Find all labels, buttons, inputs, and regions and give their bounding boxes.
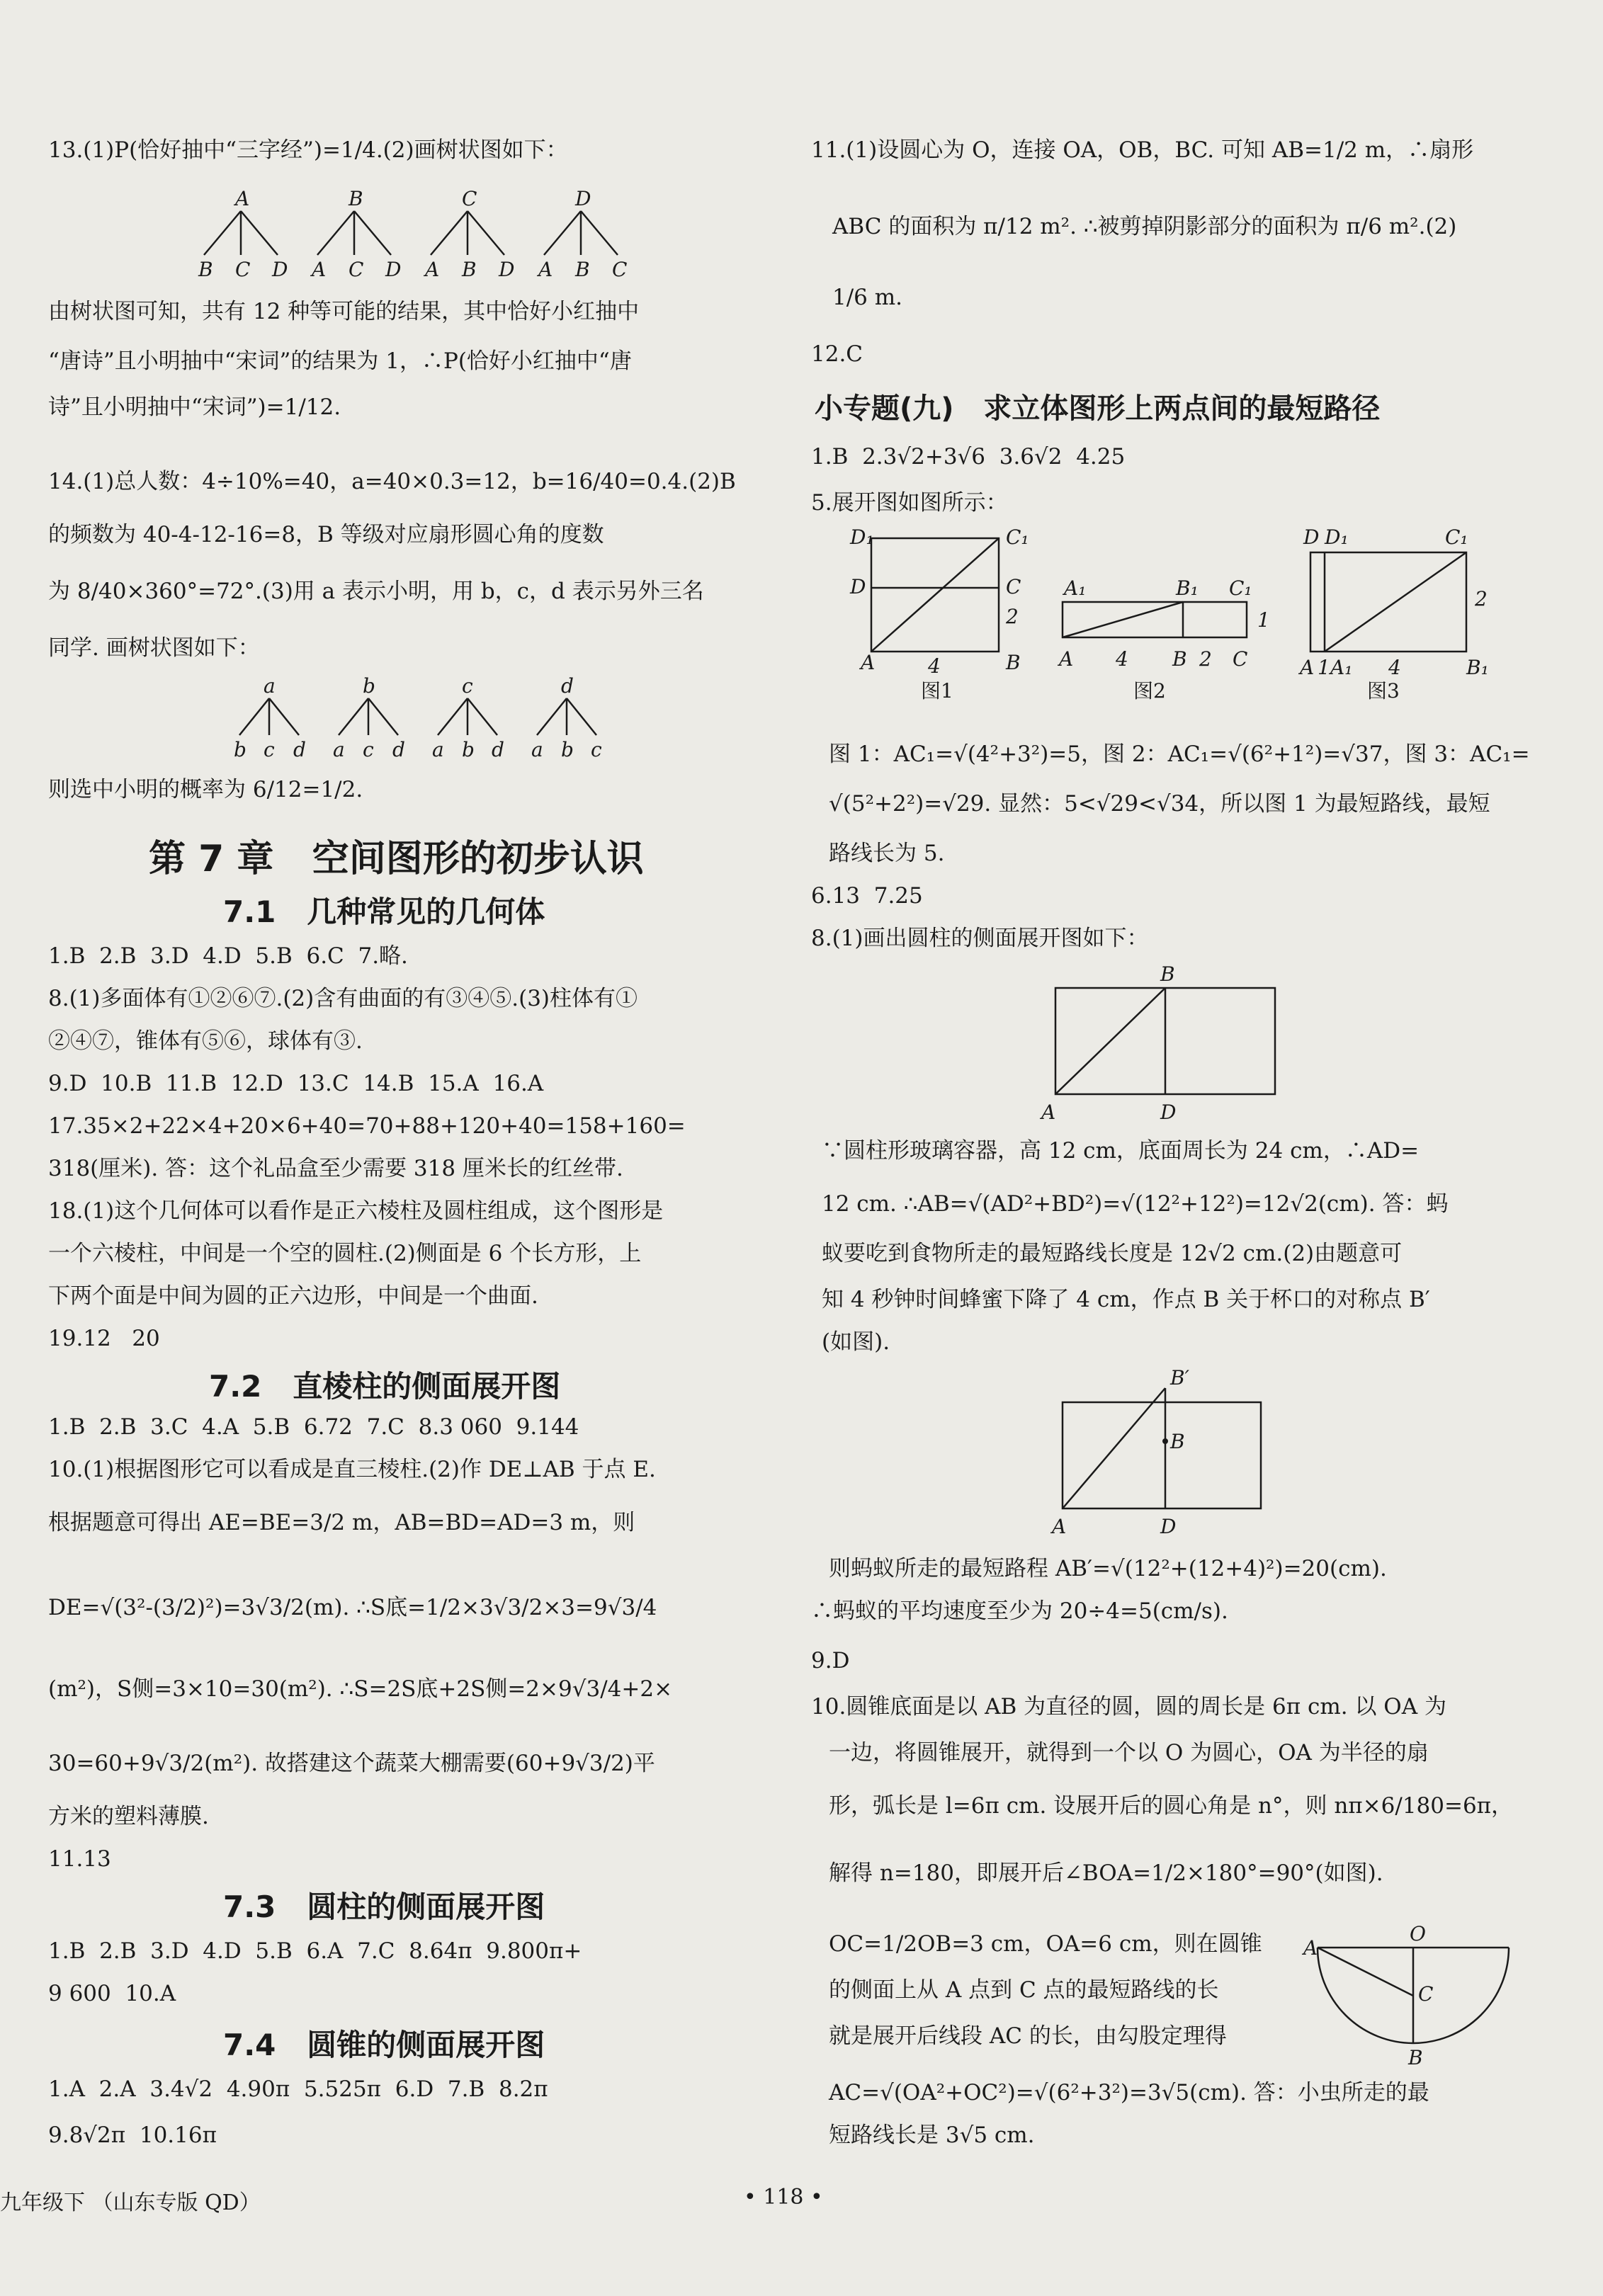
answer-13-part4: 诗”且小明抽中“宋词”)=1/12. — [48, 394, 341, 420]
tree-diagram-14 — [227, 674, 623, 771]
tree-branch — [431, 211, 468, 255]
answer-13-part1: 13.(1)P(恰好抽中“三字经”)=1/4.(2)画树状图如下： — [48, 137, 568, 163]
tree-parent-node: C — [462, 187, 477, 210]
tree-child-node: C — [612, 258, 628, 281]
label-c1: C₁ — [1006, 525, 1029, 549]
page-number: • 118 • — [744, 2185, 823, 2210]
label-d: D — [1160, 1515, 1177, 1538]
tree-branch — [468, 211, 504, 255]
special-10-line6: 的侧面上从 A 点到 C 点的最短路线的长 — [829, 1977, 1219, 2003]
tree-parent-node: a — [264, 674, 276, 698]
s71-line1: 1.B 2.B 3.D 4.D 5.B 6.C 7.略. — [48, 943, 408, 969]
label-d1: D₁ — [1325, 525, 1349, 549]
tree-child-node: D — [272, 258, 288, 281]
s71-line3: ②④⑦，锥体有⑤⑥，球体有③. — [48, 1028, 363, 1054]
unfold-figure-1 — [836, 524, 1048, 703]
s72-line2: 10.(1)根据图形它可以看成是直三棱柱.(2)作 DE⊥AB 于点 E. — [48, 1457, 656, 1482]
label-a: A — [1300, 656, 1315, 679]
special-8-line4: 蚁要吃到食物所走的最短路线长度是 12√2 cm.(2)由题意可 — [822, 1241, 1403, 1266]
label-1: 1 — [1318, 656, 1330, 679]
answer-11-part1: 11.(1)设圆心为 O，连接 OA，OB，BC. 可知 AB=1/2 m，∴扇形 — [811, 137, 1474, 163]
tree-parent-node: D — [575, 187, 591, 210]
special-line5: 5.展开图如图所示： — [811, 490, 1008, 516]
tree-branch — [468, 698, 497, 735]
tree-diagram-13 — [198, 187, 652, 290]
special-10-line9: 短路线长是 3√5 cm. — [829, 2122, 1035, 2148]
s71-line10: 19.12 20 — [48, 1326, 160, 1351]
label-2: 2 — [1475, 587, 1488, 610]
answer-11-part2: ABC 的面积为 π/12 m². ∴被剪掉阴影部分的面积为 π/6 m².(2) — [832, 214, 1457, 239]
cone-unfold-figure — [1296, 1919, 1523, 2068]
tree-child-node: c — [591, 738, 602, 761]
s72-line5: (m²)，S侧=3×10=30(m²). ∴S=2S底+2S侧=2×9√3/4+2× — [48, 1676, 673, 1702]
tree-child-node: D — [499, 258, 515, 281]
label-a: A — [1041, 1101, 1056, 1124]
chapter-title: 第 7 章 空间图形的初步认识 — [149, 838, 644, 880]
special-line6: 6.13 7.25 — [811, 883, 923, 909]
tree-child-node: C — [235, 258, 251, 281]
tree-child-node: c — [363, 738, 374, 761]
label-b-prime: B′ — [1170, 1366, 1189, 1389]
tree-child-node: d — [293, 738, 306, 761]
tree-branch — [204, 211, 241, 255]
special-5-line3: 路线长为 5. — [829, 841, 945, 866]
s73-line1: 1.B 2.B 3.D 4.D 5.B 6.A 7.C 8.64π 9.800π+ — [48, 1938, 582, 1964]
s71-line5: 17.35×2+22×4+20×6+40=70+88+120+40=158+160= — [48, 1113, 686, 1139]
cylinder-reflection-figure — [1048, 1360, 1289, 1537]
tree-child-node: A — [538, 258, 553, 281]
label-c: C — [1006, 575, 1021, 598]
s74-line1: 1.A 2.A 3.4√2 4.90π 5.525π 6.D 7.B 8.2π — [48, 2076, 548, 2102]
s72-line6: 30=60+9√3/2(m²). 故搭建这个蔬菜大棚需要(60+9√3/2)平 — [48, 1751, 655, 1776]
section-7-4-title: 7.4 圆锥的侧面展开图 — [223, 2028, 545, 2062]
tree-parent-node: A — [235, 187, 250, 210]
label-a: A — [1303, 1936, 1318, 1960]
label-a: A — [1052, 1515, 1067, 1538]
s72-line8: 11.13 — [48, 1846, 111, 1872]
label-4: 4 — [928, 654, 941, 678]
label-b1: B₁ — [1466, 656, 1489, 679]
figure-2-caption: 图2 — [1133, 679, 1166, 703]
label-b: B — [1408, 2046, 1423, 2069]
label-d: D — [850, 575, 866, 598]
label-d: D — [1303, 525, 1320, 549]
s73-line2: 9 600 10.A — [48, 1981, 176, 2006]
unfold-figure-2 — [1055, 559, 1270, 703]
tree-child-node: c — [264, 738, 275, 761]
s72-line1: 1.B 2.B 3.C 4.A 5.B 6.72 7.C 8.3 060 9.144 — [48, 1414, 579, 1440]
tree-branch — [269, 698, 299, 735]
label-b: B — [1006, 651, 1021, 674]
answer-14-part2: 的频数为 40-4-12-16=8，B 等级对应扇形圆心角的度数 — [48, 522, 604, 547]
tree-child-node: B — [462, 258, 477, 281]
answer-13-part2: 由树状图可知，共有 12 种等可能的结果，其中恰好小红抽中 — [48, 299, 640, 324]
s71-line4: 9.D 10.B 11.B 12.D 13.C 14.B 15.A 16.A — [48, 1071, 544, 1096]
answer-12: 12.C — [811, 341, 863, 367]
s72-line3: 根据题意可得出 AE=BE=3/2 m，AB=BD=AD=3 m，则 — [48, 1510, 635, 1535]
tree-child-node: B — [198, 258, 213, 281]
footer-book-info: 九年级下 （山东专版 QD） — [0, 2190, 261, 2215]
special-10-line1: 10.圆锥底面是以 AB 为直径的圆，圆的周长是 6π cm. 以 OA 为 — [811, 1694, 1446, 1720]
tree-branch — [368, 698, 398, 735]
s71-line6: 318(厘米). 答：这个礼品盒至少需要 318 厘米长的红丝带. — [48, 1156, 623, 1181]
tree-branch — [239, 698, 269, 735]
tree-parent-node: B — [349, 187, 363, 210]
special-line9: 9.D — [811, 1648, 850, 1673]
label-c1: C₁ — [1445, 525, 1468, 549]
tree-branch — [567, 698, 596, 735]
label-a1: A₁ — [1330, 656, 1353, 679]
special-8-line3: 12 cm. ∴AB=√(AD²+BD²)=√(12²+12²)=12√2(cm). 答：蚂 — [822, 1191, 1449, 1217]
special-10-line2: 一边，将圆锥展开，就得到一个以 O 为圆心，OA 为半径的扇 — [829, 1740, 1429, 1766]
cylinder-unfold-figure — [1041, 960, 1296, 1123]
section-7-2-title: 7.2 直棱柱的侧面展开图 — [209, 1369, 561, 1404]
tree-parent-node: c — [462, 674, 473, 698]
unfold-figure-3 — [1289, 524, 1502, 703]
tree-child-node: D — [385, 258, 402, 281]
tree-branch — [544, 211, 581, 255]
special-5-line2: √(5²+2²)=√29. 显然：5<√29<√34，所以图 1 为最短路线，最短 — [829, 791, 1490, 817]
special-10-line3: 形，弧长是 l=6π cm. 设展开后的圆心角是 n°，则 nπ×6/180=6π， — [829, 1793, 1514, 1819]
tree-child-node: A — [425, 258, 440, 281]
tree-child-node: a — [531, 738, 543, 761]
label-o: O — [1410, 1922, 1426, 1945]
answer-14-part3: 为 8/40×360°=72°.(3)用 a 表示小明，用 b，c，d 表示另外三名 — [48, 579, 704, 604]
label-b: B — [1170, 1430, 1185, 1453]
special-8-line1: 8.(1)画出圆柱的侧面展开图如下： — [811, 926, 1149, 951]
label-2: 2 — [1006, 605, 1019, 628]
answer-14-part4: 同学. 画树状图如下： — [48, 635, 260, 661]
tree-child-node: B — [575, 258, 590, 281]
tree-child-node: b — [561, 738, 574, 761]
special-10-line7: 就是展开后线段 AC 的长，由勾股定理得 — [829, 2023, 1227, 2049]
label-4: 4 — [1388, 656, 1401, 679]
label-d: D — [1160, 1101, 1177, 1124]
tree-branch — [581, 211, 618, 255]
special-8-line6: (如图). — [822, 1329, 890, 1355]
tree-parent-node: b — [363, 674, 375, 698]
special-10-line5: OC=1/2OB=3 cm，OA=6 cm，则在圆锥 — [829, 1931, 1262, 1957]
figure-3-caption: 图3 — [1367, 679, 1400, 703]
s71-line7: 18.(1)这个几何体可以看作是正六棱柱及圆柱组成，这个图形是 — [48, 1198, 664, 1224]
figure-1-caption: 图1 — [921, 679, 953, 703]
label-4: 4 — [1116, 647, 1128, 671]
tree-child-node: d — [392, 738, 405, 761]
special-5-line1: 图 1：AC₁=√(4²+3²)=5，图 2：AC₁=√(6²+1²)=√37，图 3：AC₁= — [829, 741, 1530, 767]
special-topic-title: 小专题(九) 求立体图形上两点间的最短路径 — [815, 392, 1381, 425]
tree-child-node: b — [462, 738, 475, 761]
special-8-line7: 则蚂蚁所走的最短路程 AB′=√(12²+(12+4)²)=20(cm). — [829, 1556, 1387, 1581]
section-7-3-title: 7.3 圆柱的侧面展开图 — [223, 1889, 545, 1924]
label-b: B — [1172, 647, 1187, 671]
section-7-1-title: 7.1 几种常见的几何体 — [223, 894, 545, 929]
special-8-line5: 知 4 秒钟时间蜂蜜下降了 4 cm，作点 B 关于杯口的对称点 B′ — [822, 1287, 1430, 1312]
tree-child-node: C — [349, 258, 364, 281]
label-c1: C₁ — [1229, 576, 1252, 600]
tree-branch — [241, 211, 278, 255]
label-b: B — [1160, 962, 1175, 986]
label-1: 1 — [1257, 608, 1270, 632]
label-b1: B₁ — [1176, 576, 1199, 600]
tree-branch — [317, 211, 354, 255]
answer-14-part5: 则选中小明的概率为 6/12=1/2. — [48, 777, 363, 802]
label-c: C — [1233, 647, 1248, 671]
special-8-line2: ∵圆柱形玻璃容器，高 12 cm，底面周长为 24 cm，∴AD= — [822, 1138, 1420, 1164]
s71-line2: 8.(1)多面体有①②⑥⑦.(2)含有曲面的有③④⑤.(3)柱体有① — [48, 986, 638, 1011]
s71-line8: 一个六棱柱，中间是一个空的圆柱.(2)侧面是 6 个长方形，上 — [48, 1241, 642, 1266]
answer-13-part3: “唐诗”且小明抽中“宋词”的结果为 1，∴P(恰好小红抽中“唐 — [48, 348, 632, 374]
label-c: C — [1418, 1982, 1434, 2006]
special-8-line8: ∴蚂蚁的平均速度至少为 20÷4=5(cm/s). — [811, 1598, 1228, 1624]
label-a: A — [1059, 647, 1074, 671]
s71-line9: 下两个面是中间为圆的正六边形，中间是一个曲面. — [48, 1283, 538, 1309]
tree-parent-node: d — [561, 674, 574, 698]
s72-line4: DE=√(3²-(3/2)²)=3√3/2(m). ∴S底=1/2×3√3/2×3=9√3/4 — [48, 1595, 657, 1620]
tree-child-node: d — [492, 738, 504, 761]
tree-child-node: a — [333, 738, 345, 761]
tree-child-node: A — [312, 258, 327, 281]
answer-11-part3: 1/6 m. — [832, 285, 902, 310]
label-a1: A₁ — [1064, 576, 1087, 600]
label-d1: D₁ — [850, 525, 874, 549]
tree-branch — [339, 698, 368, 735]
tree-branch — [438, 698, 468, 735]
special-line1: 1.B 2.3√2+3√6 3.6√2 4.25 — [811, 444, 1126, 470]
tree-branch — [354, 211, 391, 255]
tree-child-node: a — [432, 738, 444, 761]
special-10-line8: AC=√(OA²+OC²)=√(6²+3²)=3√5(cm). 答：小虫所走的最 — [829, 2080, 1429, 2105]
label-2: 2 — [1199, 647, 1212, 671]
special-10-line4: 解得 n=180，即展开后∠BOA=1/2×180°=90°(如图). — [829, 1860, 1383, 1886]
tree-child-node: b — [234, 738, 247, 761]
s74-line2: 9.8√2π 10.16π — [48, 2122, 217, 2148]
s72-line7: 方米的塑料薄膜. — [48, 1804, 209, 1829]
answer-14-part1: 14.(1)总人数：4÷10%=40，a=40×0.3=12，b=16/40=0.4.(2)B — [48, 469, 736, 494]
label-a: A — [861, 651, 876, 674]
tree-branch — [537, 698, 567, 735]
